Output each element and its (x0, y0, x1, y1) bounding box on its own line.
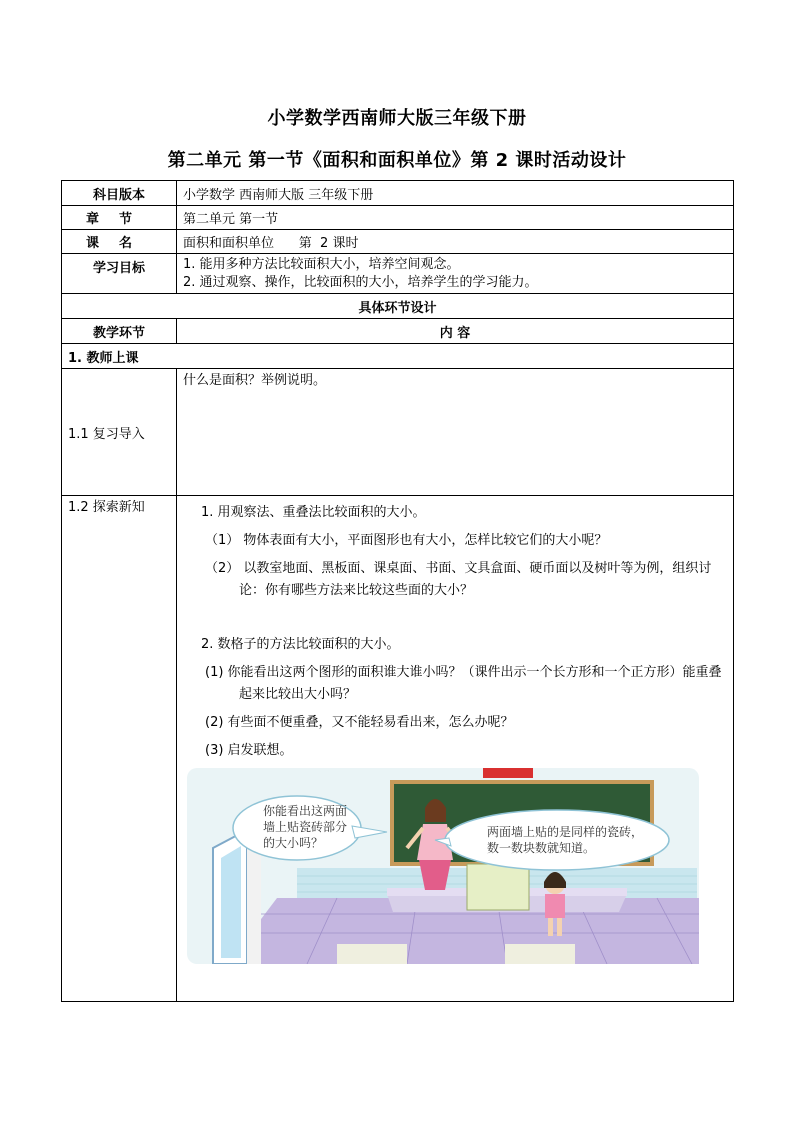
chapter-value: 第二单元 第一节 (177, 206, 734, 230)
col-header-step: 教学环节 (62, 319, 177, 344)
document-title: 小学数学西南师大版三年级下册 (267, 108, 527, 129)
row-column-headers (62, 319, 734, 344)
explore-p1b: （2） 以教室地面、黑板面、课桌面、书面、文具盒面、硬币面以及树叶等为例，组织讨论：你有哪些方法来比较这些面的大小？ (205, 561, 712, 598)
bubble-left-line3: 的大小吗？ (263, 836, 324, 850)
explore-p2a: (1) 你能看出这两个图形的面积谁大谁小吗？（课件出示一个长方形和一个正方形）能重叠起来比较出大小吗？ (205, 665, 722, 702)
col-header-content: 内 容 (177, 319, 734, 344)
row-objectives (62, 254, 734, 294)
bubble-right-line1: 两面墙上贴的是同样的瓷砖， (487, 825, 644, 839)
explore-p2: 2. 数格子的方法比较面积的大小。 (201, 637, 400, 652)
explore-p2c: (3) 启发联想。 (205, 743, 293, 758)
objectives-list (177, 254, 734, 294)
review-text: 什么是面积？举例说明。 (177, 369, 734, 496)
explore-p1: 1. 用观察法、重叠法比较面积的大小。 (201, 505, 426, 520)
lesson-label: 课名 (62, 230, 177, 254)
classroom-illustration (187, 768, 699, 964)
subject-label: 科目版本 (62, 181, 177, 206)
row-lesson (62, 230, 734, 254)
row-chapter (62, 206, 734, 230)
objective-item: 2. 通过观察、操作，比较面积的大小，培养学生的学习能力。 (183, 274, 538, 290)
design-header: 具体环节设计 (62, 294, 734, 319)
subject-value: 小学数学 西南师大版 三年级下册 (177, 181, 734, 206)
lesson-value: 面积和面积单位 第 2 课时 (177, 230, 734, 254)
row-design-header (62, 294, 734, 319)
explore-content (177, 496, 734, 1002)
explore-p1a: （1） 物体表面有大小，平面图形也有大小，怎样比较它们的大小呢？ (205, 533, 608, 548)
bubble-right-line2: 数一数块数就知道。 (487, 841, 596, 855)
section-title: 1. 教师上课 (62, 344, 734, 369)
explore-p2b: (2) 有些面不便重叠，又不能轻易看出来，怎么办呢？ (205, 715, 514, 730)
document-subtitle: 第二单元 第一节《面积和面积单位》第 2 课时活动设计 (167, 150, 627, 171)
objectives-label: 学习目标 (62, 254, 177, 294)
bubble-left-line2: 墙上贴瓷砖部分 (263, 820, 348, 834)
row-review (62, 369, 734, 496)
objective-item: 1. 能用多种方法比较面积大小，培养空间观念。 (183, 256, 460, 272)
row-explore (62, 496, 734, 1002)
row-subject (62, 181, 734, 206)
bubble-left-line1: 你能看出这两面 (263, 804, 348, 818)
chapter-label: 章节 (62, 206, 177, 230)
explore-label: 1.2 探索新知 (62, 496, 177, 1002)
row-section1 (62, 344, 734, 369)
review-label: 1.1 复习导入 (62, 369, 177, 496)
lesson-table (61, 180, 734, 1002)
